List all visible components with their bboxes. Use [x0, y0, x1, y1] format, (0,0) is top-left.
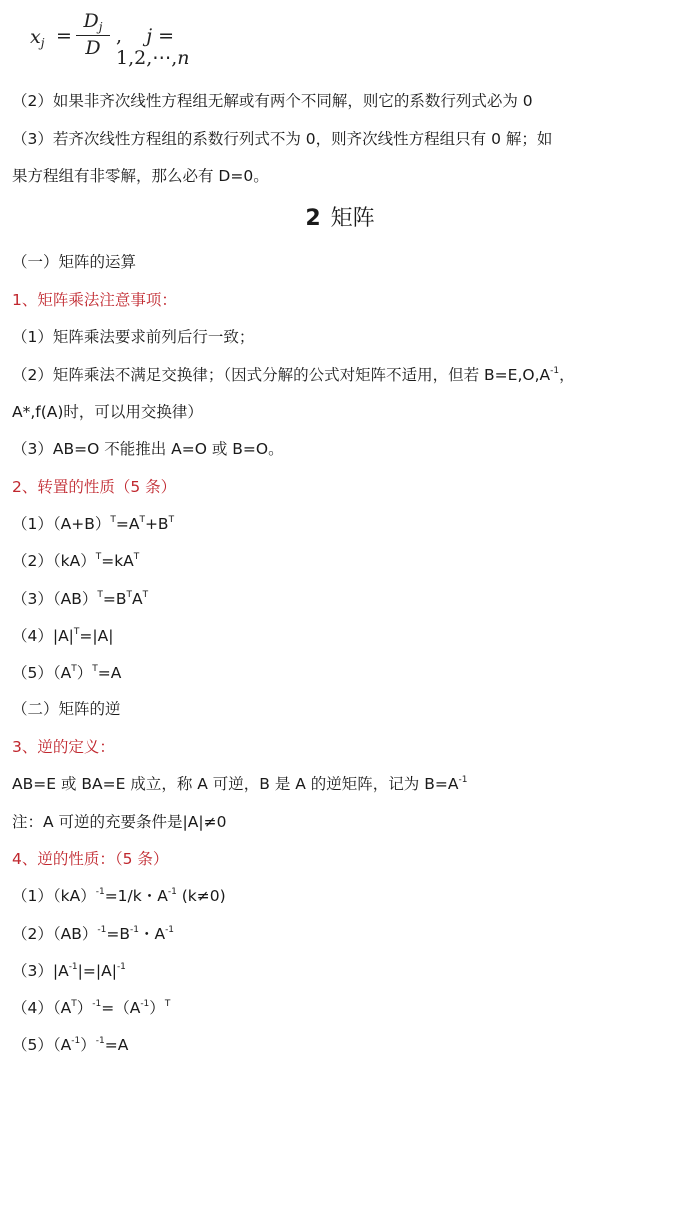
paragraph-2: （2）如果非齐次线性方程组无解或有两个不同解，则它的系数行列式必为 0 — [12, 92, 533, 110]
formula-comma: , — [116, 25, 123, 47]
formula-denominator: D — [85, 37, 101, 59]
mul-item-1: （1）矩阵乘法要求前列后行一致； — [12, 328, 255, 346]
inverse-note: 注：A 可逆的充要条件是|A|≠0 — [12, 813, 227, 831]
heading-3: 3、逆的定义： — [12, 738, 115, 756]
heading-1: 1、矩阵乘法注意事项： — [12, 291, 177, 309]
inverse-item-2: $(2)(AB)^{-1}=B^{-1}$・$A^{-1}$ — [12, 925, 175, 943]
paragraph-3-line-1: （3）若齐次线性方程组的系数行列式不为 0，则齐次线性方程组只有 0 解；如 — [12, 130, 553, 148]
transpose-item-5: $(5)(A^T)^T=A$ — [12, 664, 122, 682]
subsection-1: （一）矩阵的运算 — [12, 253, 137, 271]
fraction-bar — [76, 35, 110, 36]
section-title — [0, 204, 680, 234]
formula-index: j — [146, 25, 153, 47]
section-number: 2 — [305, 206, 321, 231]
inverse-definition: AB=E 或 BA=E 成立，称 A 可逆，B 是 A 的逆矩阵，记为 $B=A^{-1}$ — [12, 775, 468, 793]
paragraph-3-line-2: 果方程组有非零解，那么必有 D=0。 — [12, 167, 269, 185]
mul-item-3: （3）AB=O 不能推出 A=O 或 B=O。 — [12, 440, 284, 458]
inverse-item-5: $(5)(A^{-1})^{-1}=A$ — [12, 1036, 129, 1054]
transpose-item-2: $(2)(kA)^T=kA^T$ — [12, 552, 140, 570]
inverse-item-1: （1）（kA）$^{-1}$=1/k・$A^{-1}$ (k≠0) — [12, 887, 226, 905]
formula-numerator-sub: j — [98, 20, 103, 34]
inverse-item-4: $(4)(A^T)^{-1}=(A^{-1})^T$ — [12, 999, 171, 1017]
formula-range-end: n — [177, 47, 190, 69]
heading-4: 4、逆的性质：（5 条） — [12, 850, 169, 868]
subsection-2: （二）矩阵的逆 — [12, 700, 121, 718]
section-title-text: 矩阵 — [330, 206, 375, 231]
formula-lhs-sub: j — [40, 36, 45, 50]
mul-item-2-line-2: A*,f(A)时，可以用交换律） — [12, 403, 203, 421]
inverse-item-3: $(3)|A^{-1}|=|A|^{-1}$ — [12, 962, 126, 980]
formula-lhs: x — [30, 26, 41, 48]
heading-2: 2、转置的性质（5 条） — [12, 478, 177, 496]
transpose-item-4: $(4)|A|^T=|A|$ — [12, 627, 114, 645]
formula-range: = 1,2,⋯, — [116, 25, 178, 69]
formula-equals: = — [56, 25, 72, 47]
transpose-item-1: $(1)(A+B)^T=A^T+B^T$ — [12, 515, 175, 533]
formula-numerator: D — [83, 10, 99, 32]
transpose-item-3: $(3)(AB)^T=B^TA^T$ — [12, 590, 149, 608]
mul-item-2-line-1: （2）矩阵乘法不满足交换律；（因式分解的公式对矩阵不适用，但若 $B=E,O,A^{-1}$， — [12, 366, 575, 384]
formula-fraction — [76, 10, 110, 59]
